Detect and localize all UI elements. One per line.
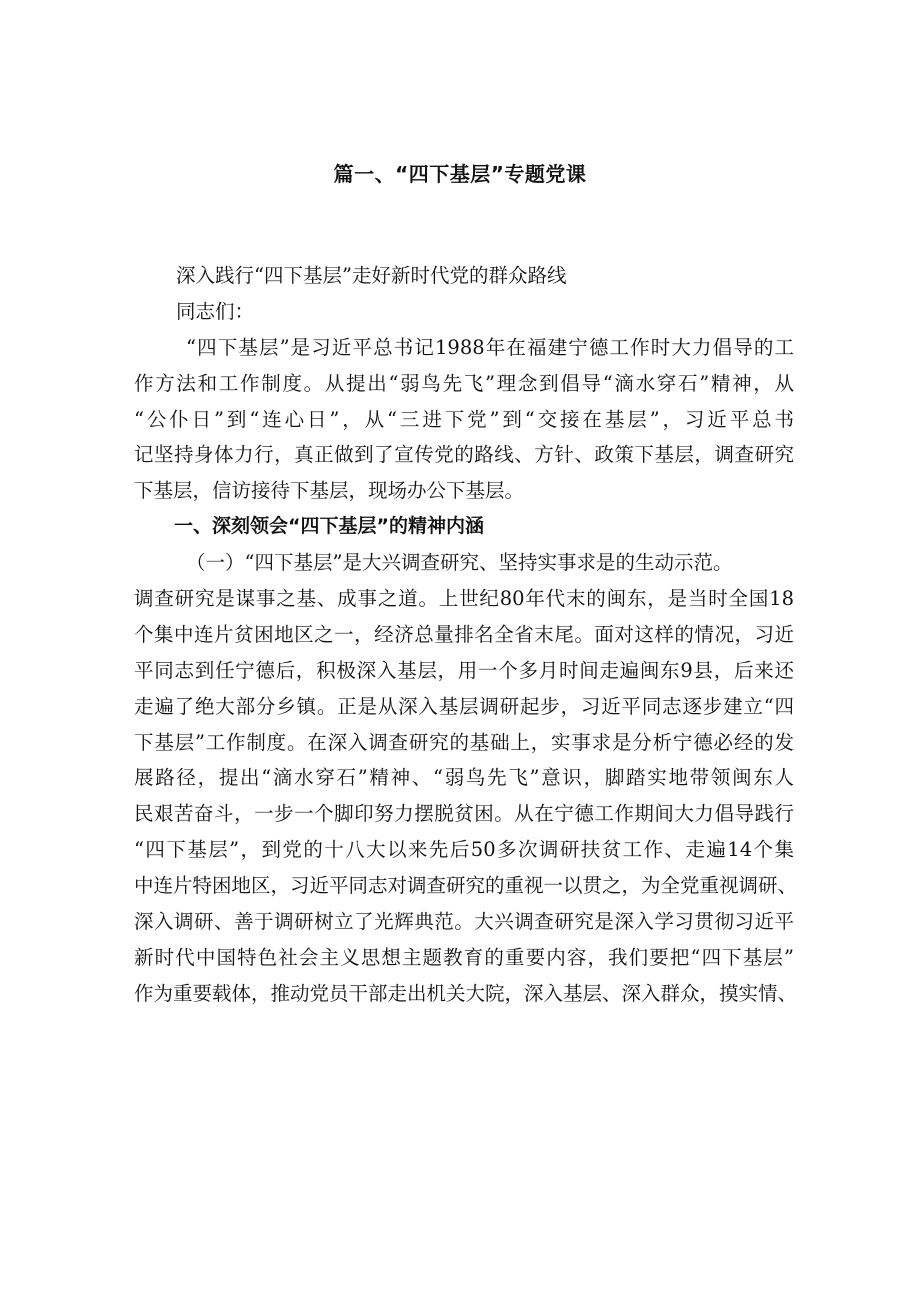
text-line: 调查研究是谋事之基、成事之道。上世纪80年代末的闽东，是当时全国18 — [134, 587, 794, 611]
text-line: 民艰苦奋斗，一步一个脚印努力摆脱贫困。从在宁德工作期间大力倡导践行 — [134, 802, 794, 826]
text-line: “四下基层”，到党的十八大以来先后50多次调研扶贫工作、走遍14个集 — [134, 838, 794, 862]
text-line: 平同志到任宁德后，积极深入基层，用一个多月时间走遍闽东9县，后来还 — [134, 658, 794, 682]
text-line: 新时代中国特色社会主义思想主题教育的重要内容，我们要把“四下基层” — [134, 945, 794, 969]
text-line: 下基层”工作制度。在深入调查研究的基础上，实事求是分析宁德必经的发 — [134, 730, 794, 754]
text-line: 中连片特困地区，习近平同志对调查研究的重视一以贯之，为全党重视调研、 — [134, 874, 798, 898]
text-line: 走遍了绝大部分乡镇。正是从深入基层调研起步，习近平同志逐步建立“四 — [134, 694, 794, 718]
section-heading: 一、深刻领会“四下基层”的精神内涵 — [174, 515, 484, 538]
text-line: 深入调研、善于调研树立了光辉典范。大兴调查研究是深入学习贯彻习近平 — [134, 910, 794, 934]
text-line: 记坚持身体力行，真正做到了宣传党的路线、方针、政策下基层，调查研究 — [134, 443, 794, 467]
text-line: 深入践行“四下基层”走好新时代党的群众路线 — [176, 264, 567, 287]
text-line: “四下基层”是习近平总书记1988年在福建宁德工作时大力倡导的工 — [186, 335, 794, 359]
text-line: 下基层，信访接待下基层，现场办公下基层。 — [134, 479, 525, 503]
text-line: 作为重要载体，推动党员干部走出机关大院，深入基层、深入群众，摸实情、 — [134, 981, 798, 1005]
text-line: （一）“四下基层”是大兴调查研究、坚持实事求是的生动示范。 — [186, 551, 733, 575]
text-line: 作方法和工作制度。从提出“弱鸟先飞”理念到倡导“滴水穿石”精神，从 — [134, 371, 794, 395]
text-line: 同志们： — [176, 299, 255, 323]
text-line: “公仆日”到“连心日”，从“三进下党”到“交接在基层”，习近平总书 — [134, 407, 794, 431]
text-line: 展路径，提出“滴水穿石”精神、“弱鸟先飞”意识，脚踏实地带领闽东人 — [134, 766, 794, 790]
text-line: 个集中连片贫困地区之一，经济总量排名全省末尾。面对这样的情况，习近 — [134, 622, 794, 646]
document-title: 篇一、“四下基层”专题党课 — [333, 162, 587, 186]
document-body — [134, 258, 798, 1012]
